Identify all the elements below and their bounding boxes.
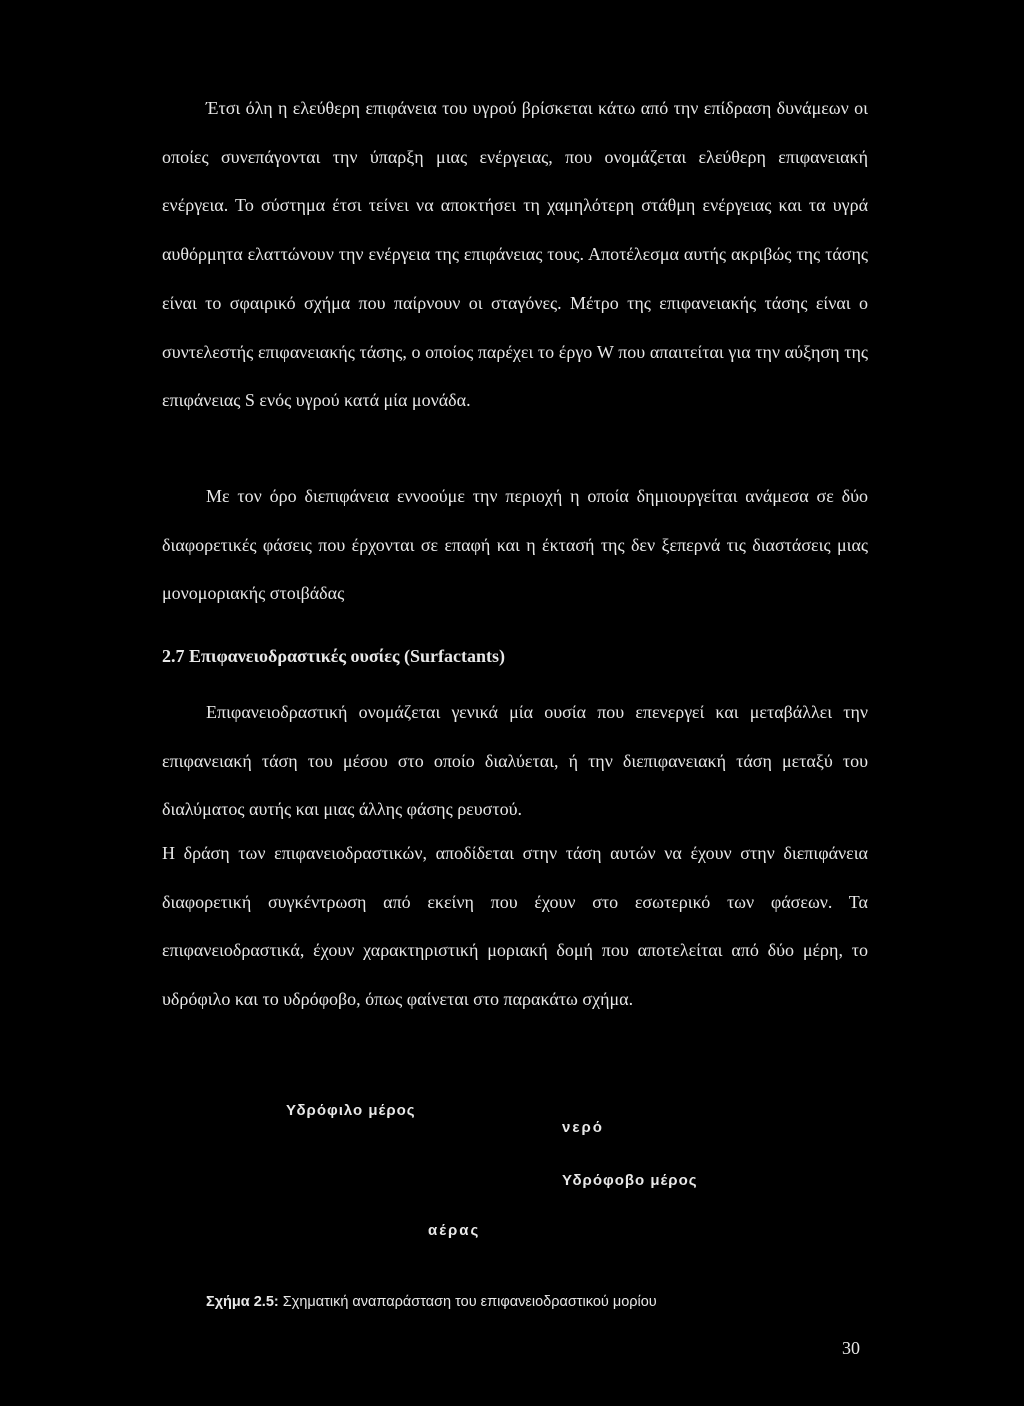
paragraph-surfactant-action: Η δράση των επιφανειοδραστικών, αποδίδεται στην τάση αυτών να έχουν στην διεπιφάνεια διαφορετική συγκέντρωση από εκείνη που έχουν στο εσωτερικό των φάσεων. Τα επιφανειοδραστικά, έχουν χαρακτηριστική μοριακή δομή που αποτελείται από δύο μέρη, το υδρόφιλο και το υδρόφοβο, όπως φαίνεται στο παρακάτω σχήμα.: [162, 843, 868, 1010]
page-number: 30: [842, 1338, 860, 1358]
paragraph-interface-definition: Με τον όρο διεπιφάνεια εννοούμε την περιοχή η οποία δημιουργείται ανάμεσα σε δύο διαφορετικές φάσεις που έρχονται σε επαφή και η έκτασή της δεν ξεπερνά τις διαστάσεις μιας μονομοριακής στοιβάδας: [162, 486, 868, 604]
figure-label-air: αέρας: [428, 1222, 481, 1239]
figure-label-hydrophilic: Υδρόφιλο μέρος: [286, 1102, 416, 1119]
figure-label-hydrophobic: Υδρόφοβο μέρος: [562, 1172, 698, 1189]
paragraph-surfactant-definition: Επιφανειοδραστική ονομάζεται γενικά μία ουσία που επενεργεί και μεταβάλλει την επιφανειακή τάση του μέσου στο οποίο διαλύεται, ή την διεπιφανειακή τάση μεταξύ του διαλύματος αυτής και μιας άλλης φάσης ρευστού.: [162, 702, 868, 820]
figure-label-water: νερό: [562, 1119, 604, 1136]
figure-caption: [206, 1294, 657, 1310]
paragraph-surface-energy: Έτσι όλη η ελεύθερη επιφάνεια του υγρού βρίσκεται κάτω από την επίδραση δυνάμεων οι οποίες συνεπάγονται την ύπαρξη μιας ενέργειας, που ονομάζεται ελεύθερη επιφανειακή ενέργεια. Το σύστημα έτσι τείνει να αποκτήσει τη χαμηλότερη στάθμη ενέργειας και τα υγρά αυθόρμητα ελαττώνουν την ενέργεια της επιφάνειας τους. Αποτέλεσμα αυτής ακριβώς της τάσης είναι το σφαιρικό σχήμα που παίρνουν οι σταγόνες. Μέτρο της επιφανειακής τάσης είναι ο συντελεστής επιφανειακής τάσης, ο οποίος παρέχει το έργο W που απαιτείται για την αύξηση της επιφάνειας S ενός υγρού κατά μία μονάδα.: [162, 98, 868, 411]
figure-caption-text: Σχηματική αναπαράσταση του επιφανειοδραστικού μορίου: [278, 1294, 657, 1310]
section-heading: 2.7 Επιφανειοδραστικές ουσίες (Surfactants): [162, 646, 505, 666]
figure-caption-prefix: Σχήμα 2.5:: [206, 1294, 279, 1310]
